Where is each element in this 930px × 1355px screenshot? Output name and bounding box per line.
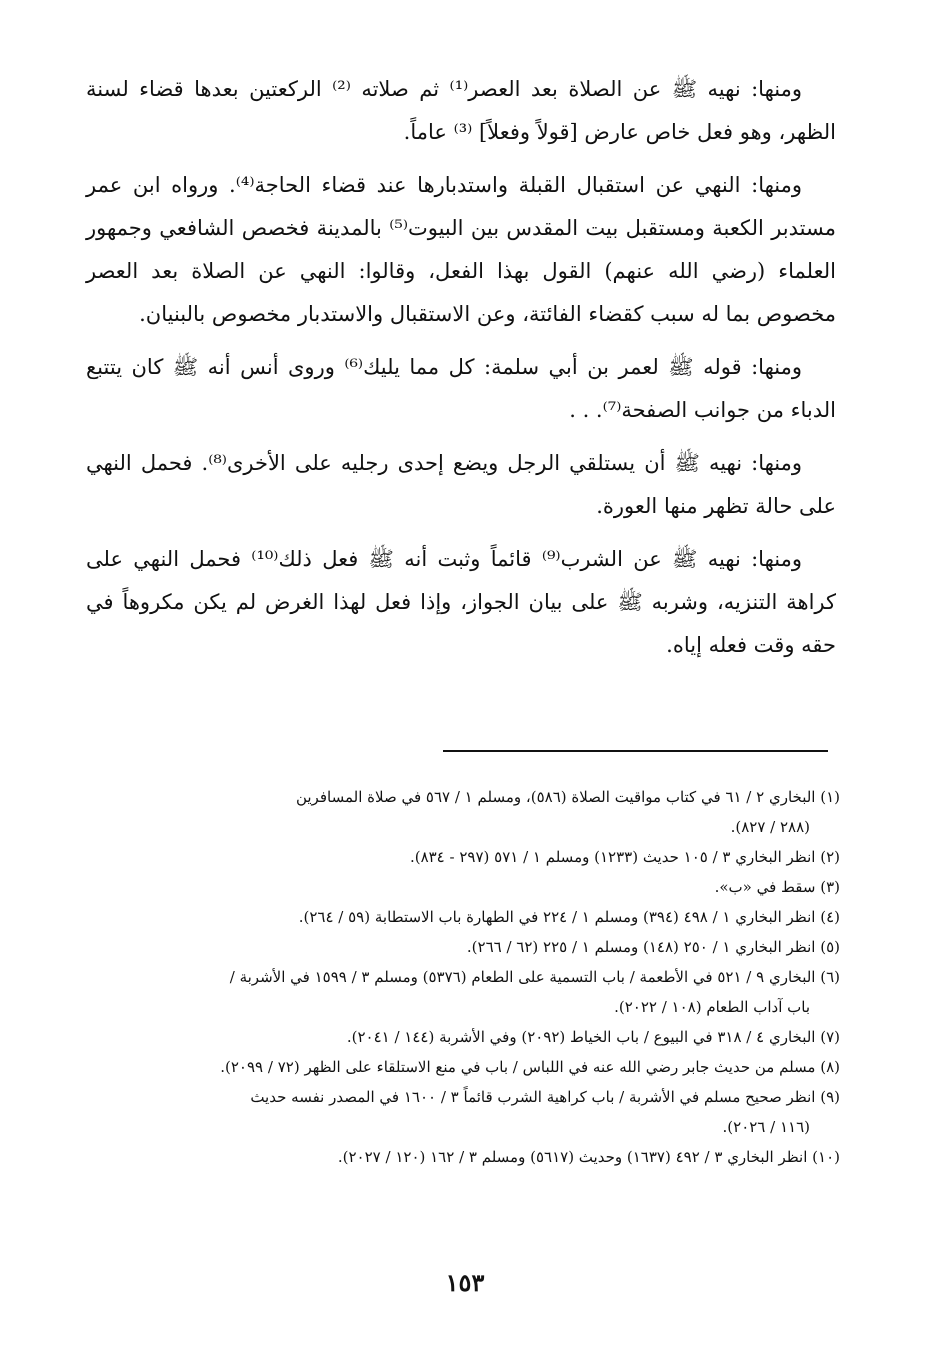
footnote [96,932,840,962]
footnotes [96,782,840,1172]
footnote [96,1082,840,1142]
footnote-continuation: (٢٨٨ / ٨٢٧). [730,818,810,836]
footnote-separator [443,750,828,752]
paragraph: ومنها: نهيه ﷺ أن يستلقي الرجل ويضع إحدى رجليه على الأخرى⁽⁸⁾. فحمل النهي على حالة تظهر منها العورة. [86,451,836,518]
paragraph: ومنها: نهيه ﷺ عن الصلاة بعد العصر⁽¹⁾ ثم صلاته ⁽²⁾ الركعتين بعدها قضاء لسنة الظهر، وهو فعل خاص عارض [قولاً وفعلاً] ⁽³⁾ عاماً. [86,77,836,144]
footnote-text: (١٠) انظر البخاري ٣ / ٤٩٢ (١٦٣٧) وحديث (٥٦١٧) ومسلم ٣ / ١٦٢ (١٢٠ / ٢٠٢٧). [337,1148,840,1166]
footnote [96,842,840,872]
footnote-text: (٤) انظر البخاري ١ / ٤٩٨ (٣٩٤) ومسلم ١ / ٢٢٤ في الطهارة باب الاستطابة (٥٩ / ٢٦٤). [298,908,840,926]
footnote-text: (٩) انظر صحيح مسلم في الأشربة / باب كراهية الشرب قائماً ٣ / ١٦٠٠ في المصدر نفسه حديث [250,1088,840,1106]
footnote [96,1142,840,1172]
footnote [96,902,840,932]
footnote-continuation: (١١٦ / ٢٠٢٦). [722,1118,810,1136]
paragraph: ومنها: نهيه ﷺ عن الشرب⁽⁹⁾ قائماً وثبت أنه ﷺ فعل ذلك⁽¹⁰⁾ فحمل النهي على كراهة التنزيه، وشربه ﷺ على بيان الجواز، وإذا فعل لهذا الغرض لم يكن مكروهاً في حقه وقت فعله إياه. [86,547,836,657]
footnote [96,1052,840,1082]
footnote [96,1022,840,1052]
main-text [86,68,836,677]
page-number: ١٥٣ [445,1268,485,1297]
paragraph: ومنها: النهي عن استقبال القبلة واستدبارها عند قضاء الحاجة⁽⁴⁾. ورواه ابن عمر مستدبر الكعبة ومستقبل بيت المقدس بين البيوت⁽⁵⁾ بالمدينة فخصص الشافعي وجمهور العلماء (رضي الله عنهم) القول بهذا الفعل، وقالوا: النهي عن الصلاة بعد العصر مخصوص بما له سبب كقضاء الفائتة، وعن الاستقبال والاستدبار مخصوص بالبنيان. [86,173,836,326]
footnote [96,962,840,1022]
footnote [96,872,840,902]
footnote-text: (٦) البخاري ٩ / ٥٢١ في الأطعمة / باب التسمية على الطعام (٥٣٧٦) ومسلم ٣ / ١٥٩٩ في الأشربة / [229,968,840,986]
footnote-continuation: باب آداب الطعام (١٠٨ / ٢٠٢٢). [614,998,810,1016]
footnote-text: (٧) البخاري ٤ / ٣١٨ في البيوع / باب الخياط (٢٠٩٢) وفي الأشربة (١٤٤ / ٢٠٤١). [346,1028,840,1046]
footnote-text: (٥) انظر البخاري ١ / ٢٥٠ (١٤٨) ومسلم ١ / ٢٢٥ (٦٢ / ٢٦٦). [466,938,840,956]
footnote-text: (٣) سقط في «ب». [714,878,840,896]
footnote-text: (٨) مسلم من حديث جابر رضي الله عنه في اللباس / باب في منع الاستلقاء على الظهر (٧٢ / ٢٠٩٩). [220,1058,840,1076]
footnote-text: (١) البخاري ٢ / ٦١ في كتاب مواقيت الصلاة (٥٨٦)، ومسلم ١ / ٥٦٧ في صلاة المسافرين [295,788,840,806]
paragraph: ومنها: قوله ﷺ لعمر بن أبي سلمة: كل مما يليك⁽⁶⁾ وروى أنس أنه ﷺ كان يتتبع الدباء من جوانب الصفحة⁽⁷⁾. . . [86,355,836,422]
footnote-text: (٢) انظر البخاري ٣ / ١٠٥ حديث (١٢٣٣) ومسلم ١ / ٥٧١ (٢٩٧ - ٨٣٤). [409,848,840,866]
footnote [96,782,840,842]
